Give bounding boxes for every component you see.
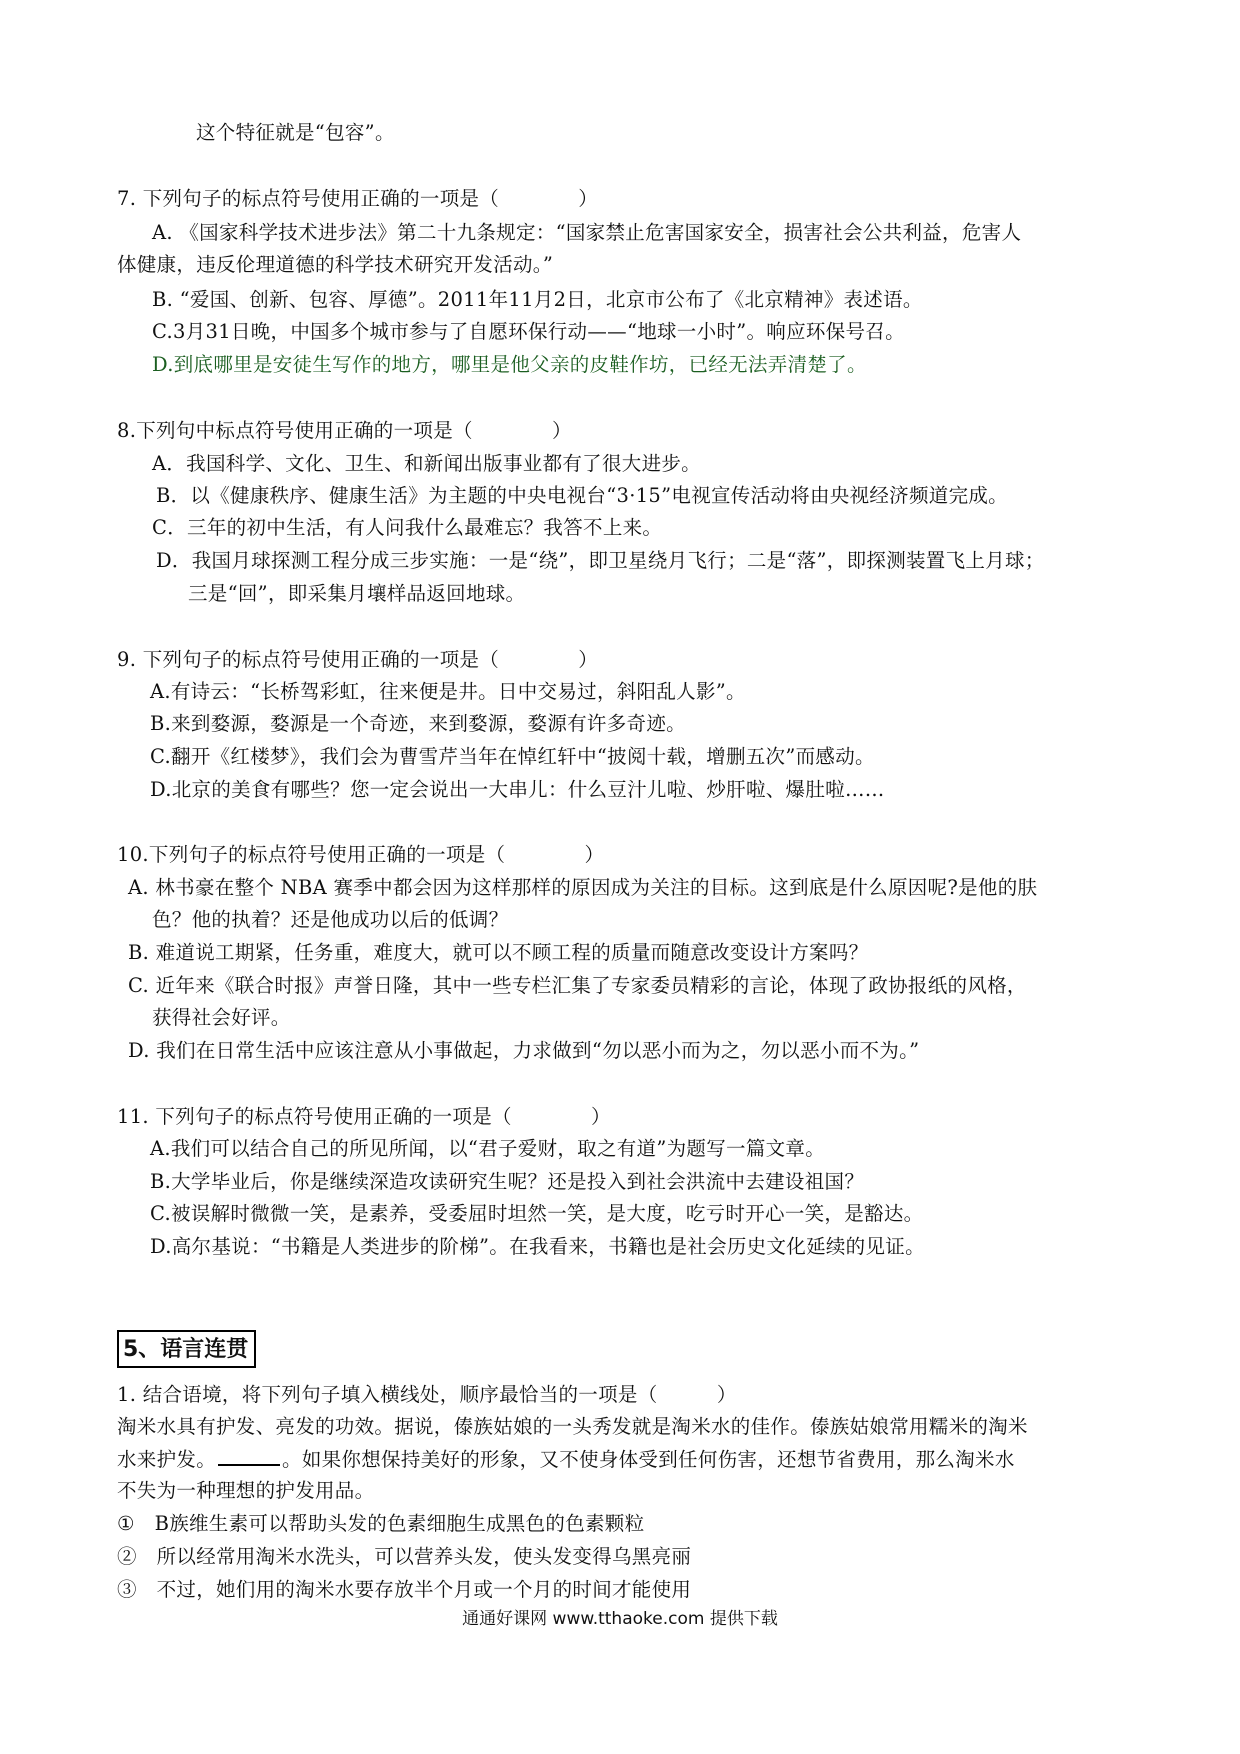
question-7-option-a-cont: 体健康，违反伦理道德的科学技术研究开发活动。”	[117, 253, 554, 276]
fill-in-blank	[218, 1444, 280, 1466]
passage-line-2-end: 。如果你想保持美好的形象，又不使身体受到任何伤害，还想节省费用，那么淘米水	[282, 1448, 1015, 1471]
passage-line-2-start: 水来护发。	[117, 1448, 217, 1471]
question-7-option-c: C.3月31日晚，中国多个城市参与了自愿环保行动——“地球一小时”。响应环保号召。	[152, 320, 905, 343]
question-8-option-b: B．以《健康秩序、健康生活》为主题的中央电视台“3·15”电视宣传活动将由央视经济频道完成。	[156, 484, 1008, 507]
question-8-stem: 8.下列句中标点符号使用正确的一项是（ ）	[117, 419, 572, 442]
page-footer	[0, 1606, 1240, 1632]
question-8-option-a: A．我国科学、文化、卫生、和新闻出版事业都有了很大进步。	[152, 452, 701, 475]
section-title: 5、语言连贯	[117, 1330, 256, 1368]
question-7-option-a: A. 《国家科学技术进步法》第二十九条规定：“国家禁止危害国家安全，损害社会公共利益，危害人	[152, 221, 1022, 244]
question-7-stem: 7. 下列句子的标点符号使用正确的一项是（ ）	[117, 187, 599, 210]
footer-url: www.tthaoke.com	[552, 1609, 705, 1629]
choice-item-1: ① B族维生素可以帮助头发的色素细胞生成黑色的色素颗粒	[117, 1512, 645, 1535]
question-9-stem: 9. 下列句子的标点符号使用正确的一项是（ ）	[117, 648, 599, 671]
question-9-option-d: D.北京的美食有哪些？您一定会说出一大串儿：什么豆汁儿啦、炒肝啦、爆肚啦……	[150, 778, 885, 801]
question-10-option-d: D. 我们在日常生活中应该注意从小事做起，力求做到“勿以恶小而为之，勿以恶小而不为。”	[128, 1039, 920, 1062]
passage-line-2	[117, 1444, 1015, 1475]
question-10-option-a-cont: 色？他的执着？还是他成功以后的低调？	[152, 908, 509, 931]
question-11-option-d: D.高尔基说：“书籍是人类进步的阶梯”。在我看来，书籍也是社会历史文化延续的见证。	[150, 1235, 925, 1258]
question-11-option-c: C.被误解时微微一笑，是素养，受委屈时坦然一笑，是大度，吃亏时开心一笑，是豁达。	[150, 1202, 924, 1225]
question-9-option-a: A.有诗云：“长桥驾彩虹，往来便是井。日中交易过，斜阳乱人影”。	[150, 680, 746, 703]
question-11-option-a: A.我们可以结合自己的所见所闻，以“君子爱财，取之有道”为题写一篇文章。	[150, 1137, 826, 1160]
passage-line-1: 淘米水具有护发、亮发的功效。据说，傣族姑娘的一头秀发就是淘米水的佳作。傣族姑娘常用糯米的淘米	[117, 1415, 1028, 1438]
question-9-option-b: B.来到婺源，婺源是一个奇迹，来到婺源，婺源有许多奇迹。	[150, 712, 686, 735]
question-8-option-d: D．我国月球探测工程分成三步实施：一是“绕”，即卫星绕月飞行；二是“落”，即探测装置飞上月球；	[156, 549, 1045, 572]
question-7-option-b: B. “爱国、创新、包容、厚德”。2011年11月2日，北京市公布了《北京精神》表述语。	[152, 288, 923, 311]
passage-line-3: 不失为一种理想的护发用品。	[117, 1479, 375, 1502]
question-10-option-b: B. 难道说工期紧，任务重，难度大，就可以不顾工程的质量而随意改变设计方案吗？	[128, 941, 869, 964]
choice-item-2: ② 所以经常用淘米水洗头，可以营养头发，使头发变得乌黑亮丽	[117, 1545, 692, 1568]
question-11-option-b: B.大学毕业后，你是继续深造攻读研究生呢？还是投入到社会洪流中去建设祖国？	[150, 1170, 865, 1193]
section-question-1-stem: 1. 结合语境，将下列句子填入横线处，顺序最恰当的一项是（ ）	[117, 1383, 737, 1406]
question-7-option-d: D.到底哪里是安徒生写作的地方，哪里是他父亲的皮鞋作坊，已经无法弄清楚了。	[152, 353, 867, 376]
question-9-option-c: C.翻开《红楼梦》，我们会为曹雪芹当年在悼红轩中“披阅十载，增删五次”而感动。	[150, 745, 875, 768]
question-10-option-c: C. 近年来《联合时报》声誉日隆，其中一些专栏汇集了专家委员精彩的言论，体现了政协报纸的风格，	[128, 974, 1027, 997]
choice-item-3: ③ 不过，她们用的淘米水要存放半个月或一个月的时间才能使用	[117, 1578, 692, 1601]
question-10-option-c-cont: 获得社会好评。	[152, 1006, 291, 1029]
question-11-stem: 11. 下列句子的标点符号使用正确的一项是（ ）	[117, 1105, 611, 1128]
footer-site: 通通好课网	[462, 1609, 548, 1629]
footer-suffix: 提供下载	[709, 1609, 778, 1629]
question-8-option-d-cont: 三是“回”，即采集月壤样品返回地球。	[188, 582, 526, 605]
question-8-option-c: C．三年的初中生活，有人问我什么最难忘？我答不上来。	[152, 516, 663, 539]
question-10-stem: 10.下列句子的标点符号使用正确的一项是（ ）	[117, 843, 605, 866]
intro-line: 这个特征就是“包容”。	[196, 121, 395, 144]
question-10-option-a: A. 林书豪在整个 NBA 赛季中都会因为这样那样的原因成为关注的目标。这到底是什么原因呢?是他的肤	[128, 876, 1038, 899]
